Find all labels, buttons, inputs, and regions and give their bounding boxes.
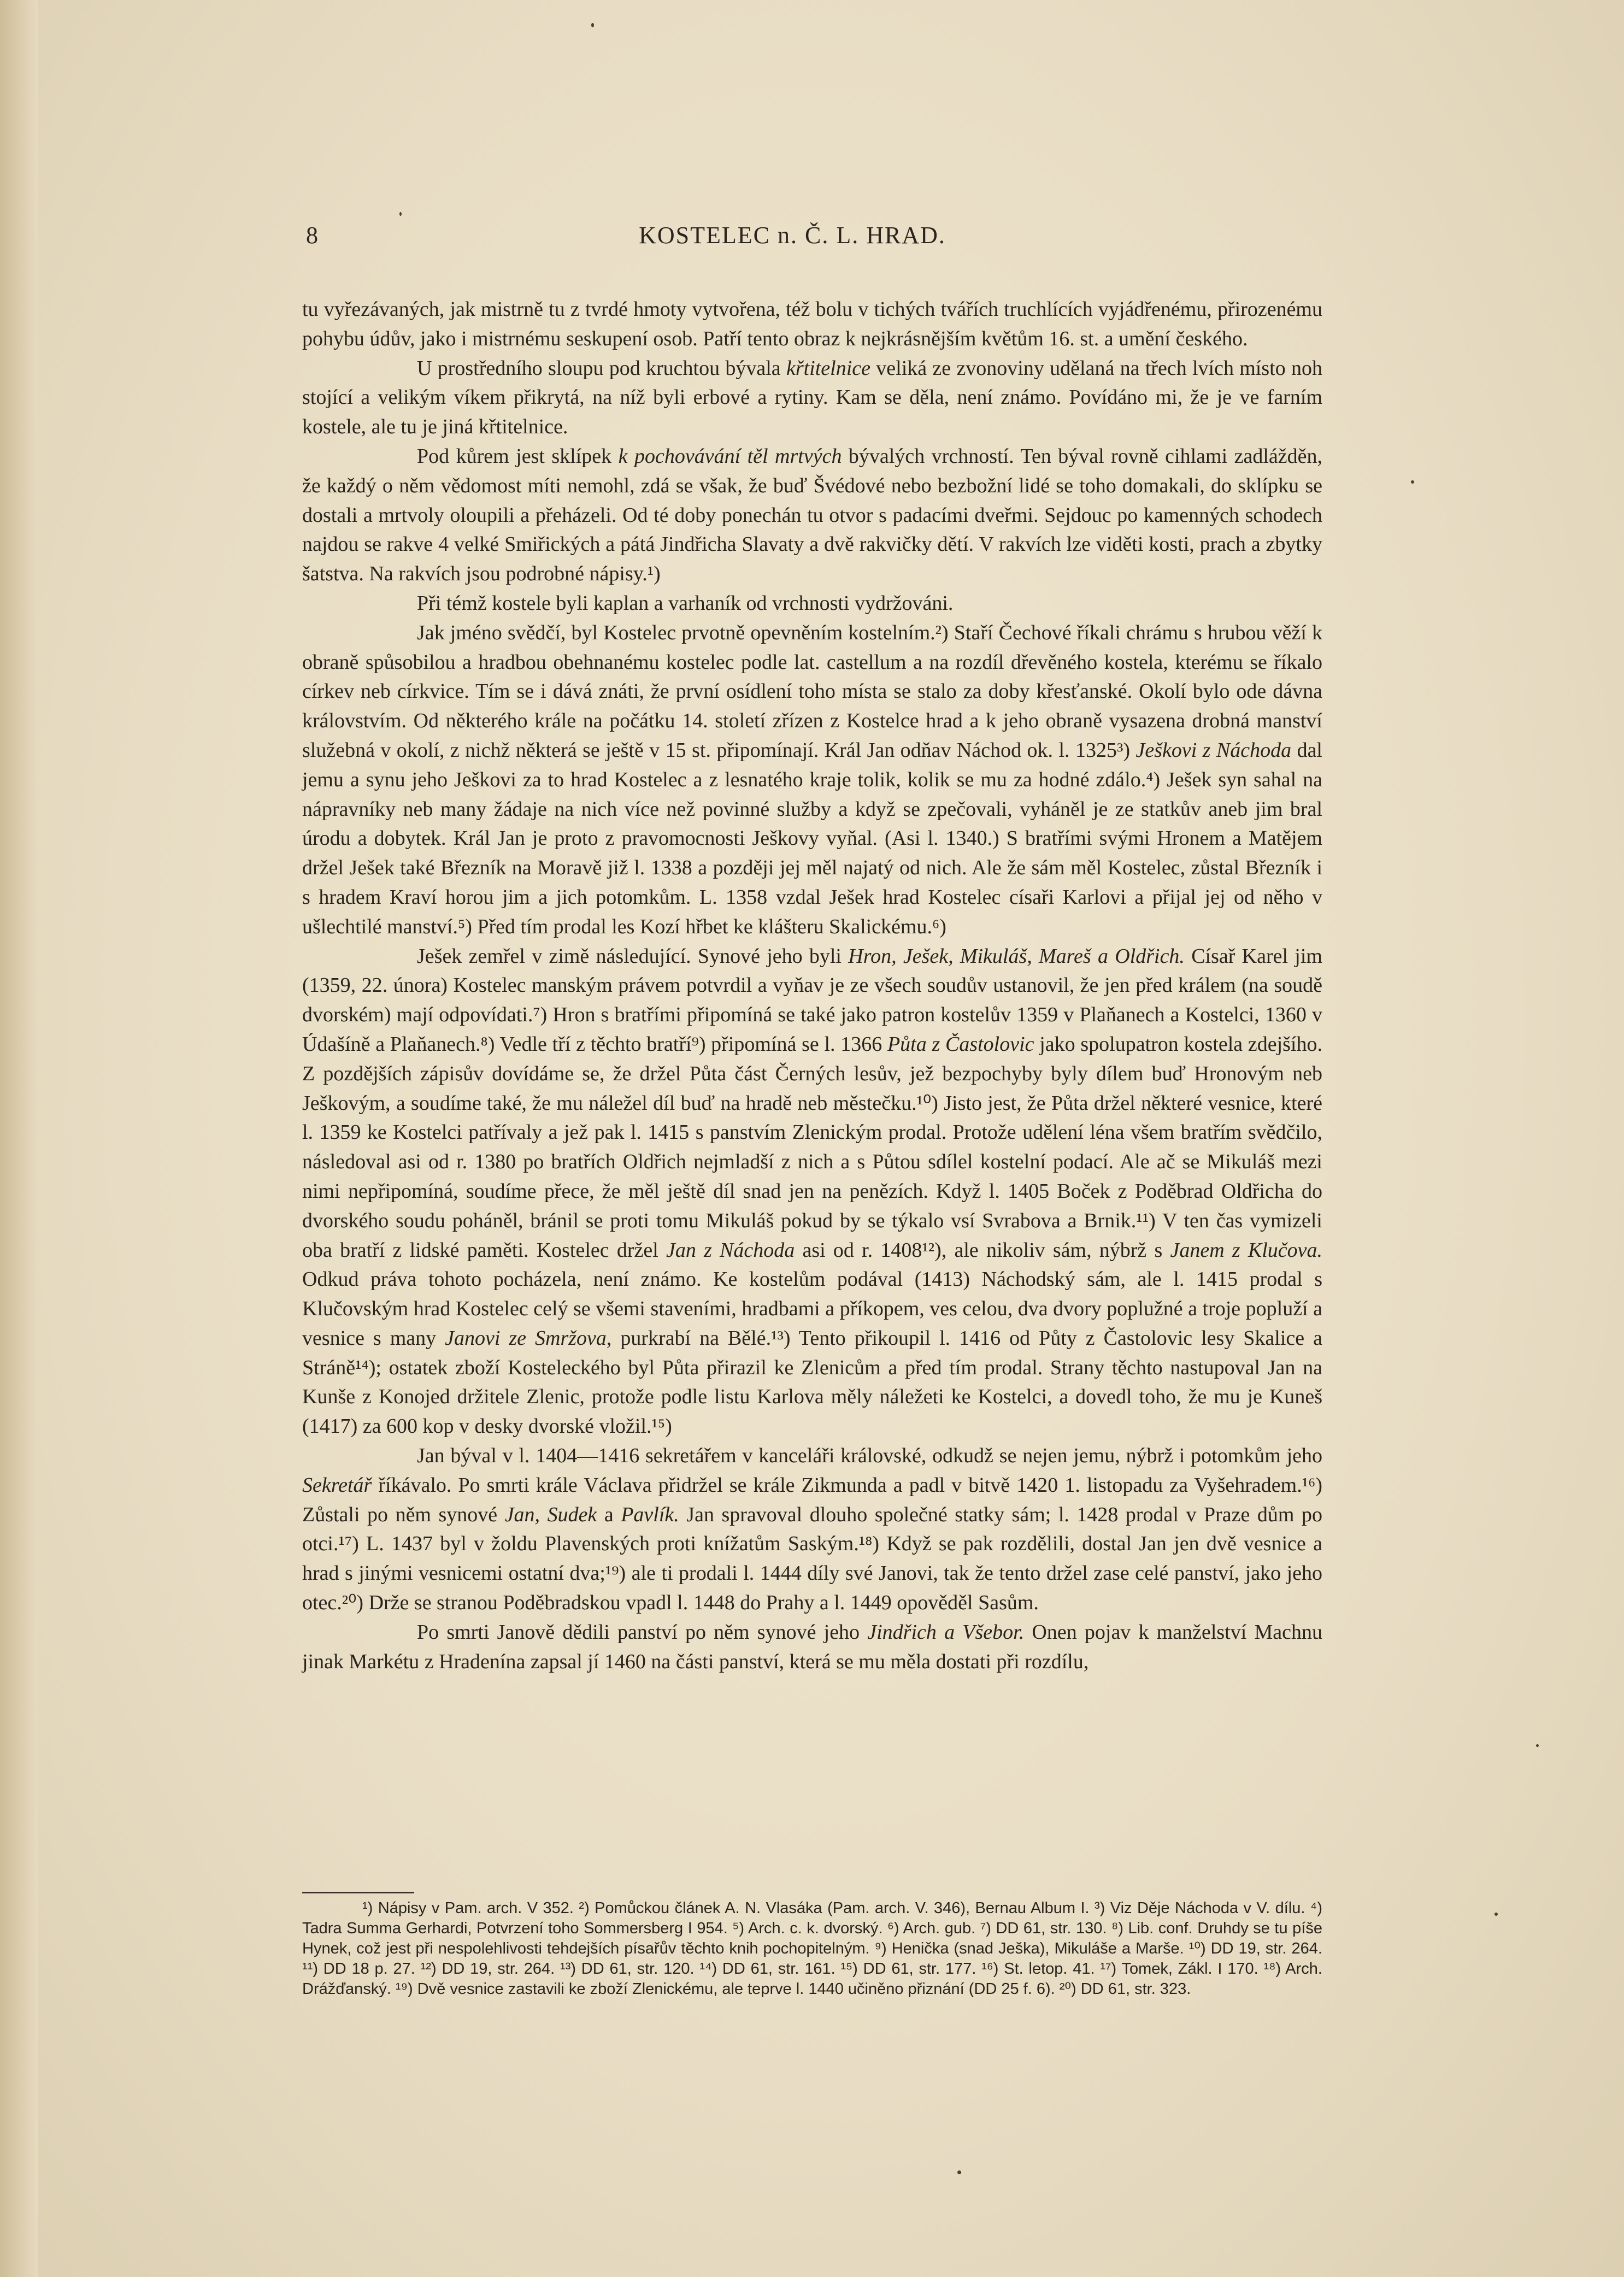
ink-speck	[1411, 480, 1414, 484]
footnote-rule	[302, 1892, 414, 1893]
ink-speck	[1494, 1913, 1498, 1916]
page-edge-shadow	[0, 0, 38, 2277]
paragraph-6: Ješek zemřel v zimě následující. Synové jeho byli Hron, Ješek, Mikuláš, Mareš a Oldřich. Císař Karel jim (1359, 22. února) Kostelec manským právem potvrdil a vyňav je ze všech soudův ustanovil, že jen před králem (na soudě dvorském) mají odpovídati.⁷) Hron s bratřími připomíná se také jako patron kostelův 1359 v Plaňanech a Kostelci, 1360 v Údašíně a Plaňanech.⁸) Vedle tří z těchto bratří⁹) připomíná se l. 1366 Půta z Častolovic jako spolupatron kostela zdejšího. Z pozdějších zápisův dovídáme se, že držel Půta část Černých lesův, jež bezpochyby byly dílem buď Hronovým neb Ješkovým, a soudíme také, že mu náležel díl buď na hradě neb městečku.¹⁰) Jisto jest, že Půta držel některé vesnice, které l. 1359 ke Kostelci patřívaly a jež pak l. 1415 s panstvím Zlenickým prodal. Protože udělení léna všem bratřím svědčilo, následoval asi od r. 1380 po bratřích Oldřich nejmladší z nich a s Půtou sdílel kostelní podací. Ale ač se Mikuláš mezi nimi nepřipomíná, soudíme přece, že měl ještě díl snad jen na penězích. Když l. 1405 Boček z Poděbrad Oldřicha do dvorského soudu poháněl, bránil se proti tomu Mikuláš pokud by se týkalo vsí Svrabova a Brnik.¹¹) V ten čas vymizeli oba bratří z lidské paměti. Kostelec držel Jan z Náchoda asi od r. 1408¹²), ale nikoliv sám, nýbrž s Janem z Klučova. Odkud práva tohoto pocházela, není známo. Ke kostelům podával (1413) Náchodský sám, ale l. 1415 prodal s Klučovským hrad Kostelec celý se všemi staveními, hradbami a příkopem, ves celou, dva dvory poplužné a troje popluží a vesnice s many Janovi ze Smržova, purkrabí na Bělé.¹³) Tento přikoupil l. 1416 od Půty z Častolovic lesy Skalice a Stráně¹⁴); ostatek zboží Kosteleckého byl Půta přirazil ke Zlenicům a před tím prodal. Strany těchto nastupoval Jan na Kunše z Konojed držitele Zlenic, protože podle listu Karlova měly náležeti ke Kostelci, a dovedl toho, že mu je Kuneš (1417) za 600 kop v desky dvorské vložil.¹⁵)	[302, 944, 1322, 1438]
paragraph-1: tu vyřezávaných, jak mistrně tu z tvrdé hmoty vytvořena, též bolu v tichých tvářích truchlících vyjádřenému, přirozenému pohybu údův, jako i mistrnému seskupení osob. Patří tento obraz k nejkrásnějším květům 16. st. a umění českého.	[302, 298, 1322, 350]
paragraph-5: Jak jméno svědčí, byl Kostelec prvotně opevněním kostelním.²) Staří Čechové říkali chrámu s hrubou věží k obraně spůsobilou a hradbou obehnanému kostelec podle lat. castellum a na rozdíl dřevěného kostela, kterému se říkalo církev neb církvice. Tím se i dává znáti, že první osídlení toho místa se stalo za doby křesťanské. Okolí bylo ode dávna královstvím. Od některého krále na počátku 14. století zřízen z Kostelce hrad a k jeho obraně vysazena drobná manství služebná v okolí, z nichž některá se ještě v 15 st. připomínají. Král Jan odňav Náchod ok. l. 1325³) Ješkovi z Náchoda dal jemu a synu jeho Ješkovi za to hrad Kostelec a z lesnatého kraje tolik, kolik se mu za hodné zdálo.⁴) Ješek syn sahal na nápravníky neb many žádaje na nich více než povinné služby a když se zpečovali, vyháněl je ze statkův aneb jim bral úrodu a dobytek. Král Jan je proto z pravomocnosti Ješkovy vyňal. (Asi l. 1340.) S bratřími svými Hronem a Matějem držel Ješek také Březník na Moravě již l. 1338 a později jej měl najatý od nich. Ale že sám měl Kostelec, zůstal Březník i s hradem Kraví horou jim a jich potomkům. L. 1358 vzdal Ješek hrad Kostelec císaři Karlovi a přijal jej od něho v ušlechtilé manství.⁵) Před tím prodal les Kozí hřbet ke klášteru Skalickému.⁶)	[302, 621, 1322, 938]
footnotes	[302, 1898, 1322, 1999]
page-header	[306, 221, 1279, 260]
paragraph-2: U prostředního sloupu pod kruchtou bývala křtitelnice veliká ze zvonoviny udělaná na třech lvích místo noh stojící a velikým víkem přikrytá, na níž byli erbové a rytiny. Kam se děla, není známo. Povídáno mi, že je ve farním kostele, ale tu je jiná křtitelnice.	[302, 356, 1322, 439]
ink-speck	[1536, 1744, 1539, 1747]
ink-speck	[591, 23, 594, 27]
ink-speck	[399, 212, 402, 216]
footnote-text: ¹) Nápisy v Pam. arch. V 352. ²) Pomůckou článek A. N. Vlasáka (Pam. arch. V. 346), Bernau Album I. ³) Viz Děje Náchoda v V. dílu. ⁴) Tadra Summa Gerhardi, Potvrzení toho Sommersberg I 954. ⁵) Arch. c. k. dvorský. ⁶) Arch. gub. ⁷) DD 61, str. 130. ⁸) Lib. conf. Druhdy se tu píše Hynek, což jest při nespolehlivosti tehdejších písařův těchto knih pochopitelným. ⁹) Henička (snad Ješka), Mikuláše a Marše. ¹⁰) DD 19, str. 264. ¹¹) DD 18 p. 27. ¹²) DD 19, str. 264. ¹³) DD 61, str. 120. ¹⁴) DD 61, str. 161. ¹⁵) DD 61, str. 177. ¹⁶) St. letop. 41. ¹⁷) Tomek, Zákl. I 170. ¹⁸) Arch. Drážďanský. ¹⁹) Dvě vesnice zastavili ke zboží Zlenickému, ale teprve l. 1440 učiněno přiznání (DD 25 f. 6). ²⁰) DD 61, str. 323.	[302, 1899, 1322, 1998]
paragraph-4: Při témž kostele byli kaplan a varhaník od vrchnosti vydržováni.	[417, 591, 954, 615]
running-title: KOSTELEC n. Č. L. HRAD.	[639, 222, 946, 249]
paragraph-7: Jan býval v l. 1404—1416 sekretářem v kanceláři královské, odkudž se nejen jemu, nýbrž i potomkům jeho Sekretář říkávalo. Po smrti krále Václava přidržel se krále Zikmunda a padl v bitvě 1420 1. listopadu za Vyšehradem.¹⁶) Zůstali po něm synové Jan, Sudek a Pavlík. Jan spravoval dlouho společné statky sám; l. 1428 prodal v Praze dům po otci.¹⁷) L. 1437 byl v žoldu Plavenských proti knížatům Saským.¹⁸) Když se pak rozdělili, dostal Jan jen dvě vesnice a hrad s jinými vesnicemi ostatní dva;¹⁹) ale ti prodali l. 1444 díly své Janovi, tak že tento držel zase celé panství, jako jeho otec.²⁰) Drže se stranou Poděbradskou vpadl l. 1448 do Prahy a l. 1449 opověděl Sasům.	[302, 1444, 1322, 1615]
paragraph-3: Pod kůrem jest sklípek k pochovávání těl mrtvých bývalých vrchností. Ten býval rovně cihlami zadlážděn, že každý o něm vědomost míti nemohl, zdá se však, že buď Švédové nebo bezbožní lidé se toho domakali, do sklípku se dostali a mrtvoly oloupili a přeházeli. Od té doby ponechán tu otvor s padacími dveřmi. Sejdouc po kamenných schodech najdou se rakve 4 velké Smiřických a pátá Jindřicha Slavaty a dvě rakvičky dětí. V rakvích lze viděti kosti, prach a zbytky šatstva. Na rakvích jsou podrobné nápisy.¹)	[302, 444, 1322, 586]
paragraph-8: Po smrti Janově dědili panství po něm synové jeho Jindřich a Všebor. Onen pojav k manželství Machnu jinak Markétu z Hradenína zapsal jí 1460 na části panství, která se mu měla dostati při rozdílu,	[302, 1620, 1322, 1673]
page-number: 8	[306, 222, 319, 249]
body-text	[302, 295, 1322, 1676]
ink-speck	[957, 2170, 961, 2174]
